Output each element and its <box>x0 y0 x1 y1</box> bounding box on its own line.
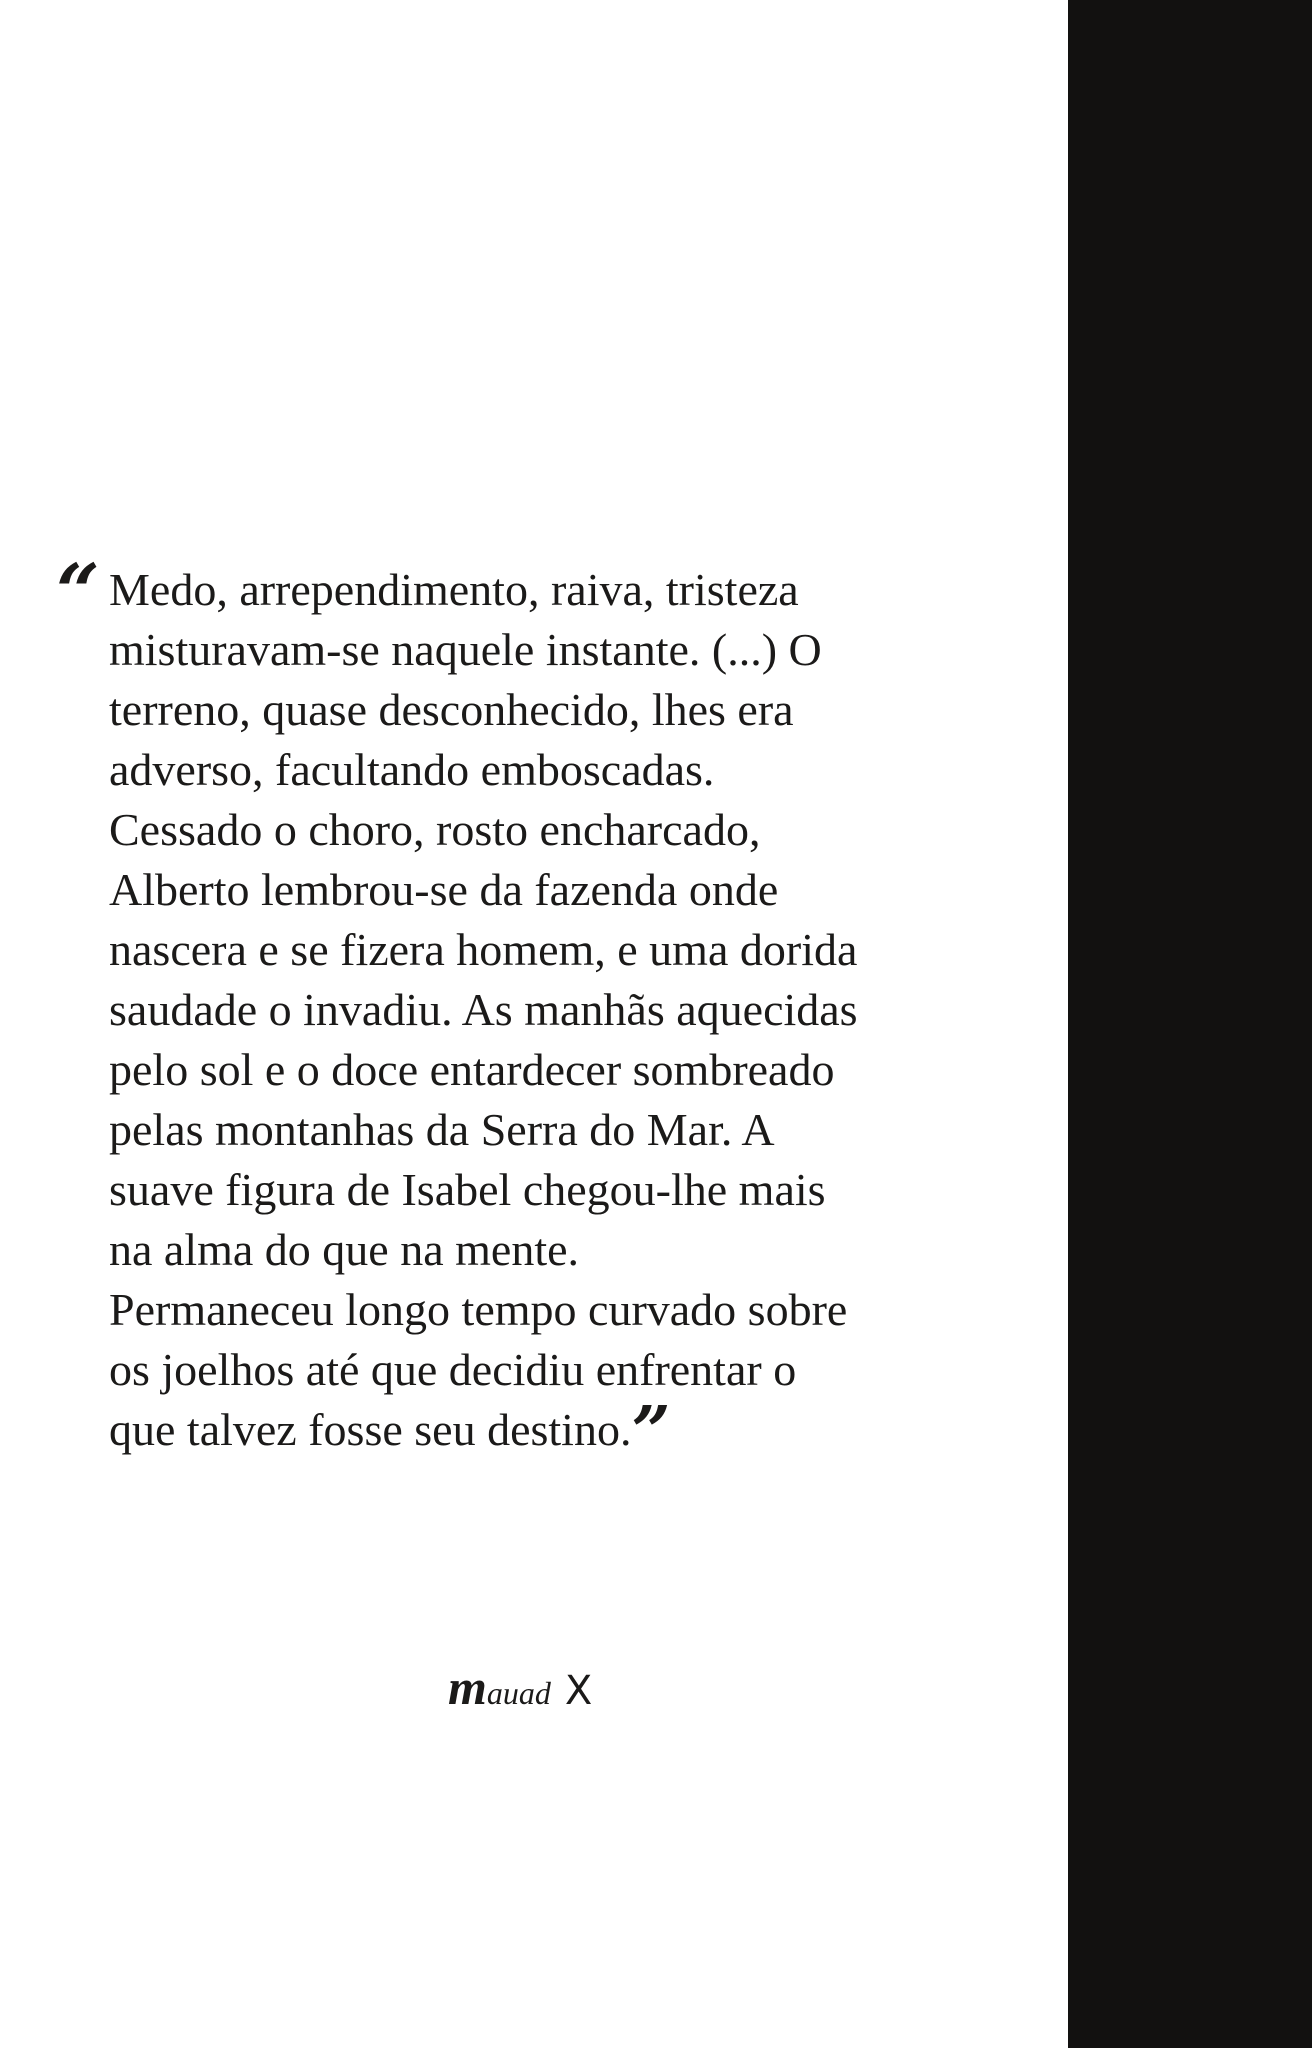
blurb-line-last <box>109 1392 976 1472</box>
close-quote-mark: ” <box>631 1392 671 1472</box>
blurb-line: pelas montanhas da Serra do Mar. A <box>109 1104 775 1155</box>
spine-panel <box>1068 0 1312 2048</box>
blurb-line: adverso, facultando emboscadas. <box>109 744 715 795</box>
logo-name: auad <box>486 1675 551 1711</box>
blurb-line: saudade o invadiu. As manhãs aquecidas <box>109 984 858 1035</box>
blurb-line: os joelhos até que decidiu enfrentar o <box>109 1344 797 1395</box>
logo-initial: m <box>448 1659 487 1715</box>
blurb-line: pelo sol e o doce entardecer sombreado <box>109 1044 835 1095</box>
open-quote-mark: “ <box>56 547 100 636</box>
blurb-line: Permaneceu longo tempo curvado sobre <box>109 1284 848 1335</box>
blurb-line: misturavam-se naquele instante. (...) O <box>109 624 822 675</box>
publisher-logo <box>448 1658 592 1716</box>
blurb-text <box>109 560 976 1472</box>
blurb-line: Cessado o choro, rosto encharcado, <box>109 804 761 855</box>
blurb-line: terreno, quase desconhecido, lhes era <box>109 684 794 735</box>
blurb-line: Alberto lembrou-se da fazenda onde <box>109 864 779 915</box>
blurb-line: Medo, arrependimento, raiva, tristeza <box>109 564 799 615</box>
logo-suffix: X <box>564 1668 593 1714</box>
blurb-line: na alma do que na mente. <box>109 1224 580 1275</box>
blurb-quote <box>56 547 976 1472</box>
blurb-line: suave figura de Isabel chegou-lhe mais <box>109 1164 826 1215</box>
blurb-line-text: que talvez fosse seu destino. <box>109 1404 632 1455</box>
blurb-line: nascera e se fizera homem, e uma dorida <box>109 924 858 975</box>
